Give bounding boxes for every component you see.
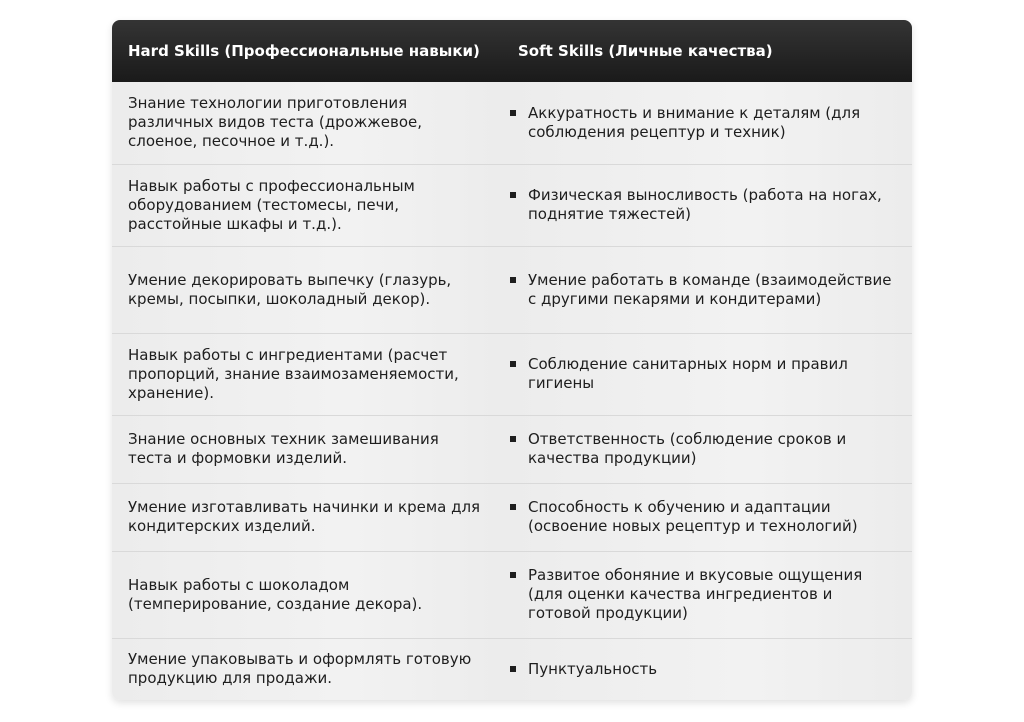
table-header (112, 20, 912, 82)
table-row (112, 333, 912, 415)
table-row (112, 164, 912, 246)
soft-skill-cell (502, 164, 912, 246)
hard-skill-cell: Знание основных техник замешивания теста и формовки изделий. (112, 415, 502, 483)
soft-skill-cell (502, 551, 912, 638)
bullet-icon (510, 110, 516, 116)
hard-skill-cell: Умение декорировать выпечку (глазурь, кремы, посыпки, шоколадный декор). (112, 246, 502, 333)
table-row (112, 638, 912, 700)
table-row (112, 246, 912, 333)
soft-skill-text: Аккуратность и внимание к деталям (для соблюдения рецептур и техник) (528, 103, 861, 141)
bullet-icon (510, 277, 516, 283)
soft-skill-cell (502, 638, 912, 700)
header-soft-skills: Soft Skills (Личные качества) (502, 20, 912, 82)
soft-skill-cell (502, 82, 912, 164)
bullet-icon (510, 192, 516, 198)
soft-skill-cell (502, 246, 912, 333)
soft-skill-text: Физическая выносливость (работа на ногах, поднятие тяжестей) (528, 186, 882, 223)
soft-skill-text: Ответственность (соблюдение сроков и качества продукции) (528, 430, 847, 467)
table-row (112, 82, 912, 164)
bullet-icon (510, 361, 516, 367)
soft-skill-cell (502, 483, 912, 551)
hard-skill-cell: Знание технологии приготовления различных видов теста (дрожжевое, слоеное, песочное и т.д.). (112, 82, 502, 164)
bullet-icon (510, 504, 516, 510)
table-row (112, 415, 912, 483)
table-body (112, 82, 912, 700)
soft-skill-cell (502, 333, 912, 415)
soft-skill-text: Способность к обучению и адаптации (освоение новых рецептур и технологий) (528, 498, 858, 535)
header-row (112, 20, 912, 82)
hard-skill-cell: Навык работы с шоколадом (темперирование, создание декора). (112, 551, 502, 638)
skills-table-card (112, 20, 912, 700)
table-row (112, 483, 912, 551)
skills-table (112, 20, 912, 700)
hard-skill-cell: Умение изготавливать начинки и крема для кондитерских изделий. (112, 483, 502, 551)
soft-skill-cell (502, 415, 912, 483)
bullet-icon (510, 436, 516, 442)
table-row (112, 551, 912, 638)
hard-skill-cell: Умение упаковывать и оформлять готовую продукцию для продажи. (112, 638, 502, 700)
hard-skill-cell: Навык работы с профессиональным оборудованием (тестомесы, печи, расстойные шкафы и т.д.). (112, 164, 502, 246)
bullet-icon (510, 666, 516, 672)
hard-skill-cell: Навык работы с ингредиентами (расчет пропорций, знание взаимозаменяемости, хранение). (112, 333, 502, 415)
soft-skill-text: Пунктуальность (528, 659, 658, 678)
header-hard-skills: Hard Skills (Профессиональные навыки) (112, 20, 502, 82)
soft-skill-text: Умение работать в команде (взаимодействие с другими пекарями и кондитерами) (528, 270, 892, 308)
soft-skill-text: Соблюдение санитарных норм и правил гигиены (528, 355, 848, 392)
bullet-icon (510, 572, 516, 578)
soft-skill-text: Развитое обоняние и вкусовые ощущения (для оценки качества ингредиентов и готовой продукции) (528, 566, 863, 622)
